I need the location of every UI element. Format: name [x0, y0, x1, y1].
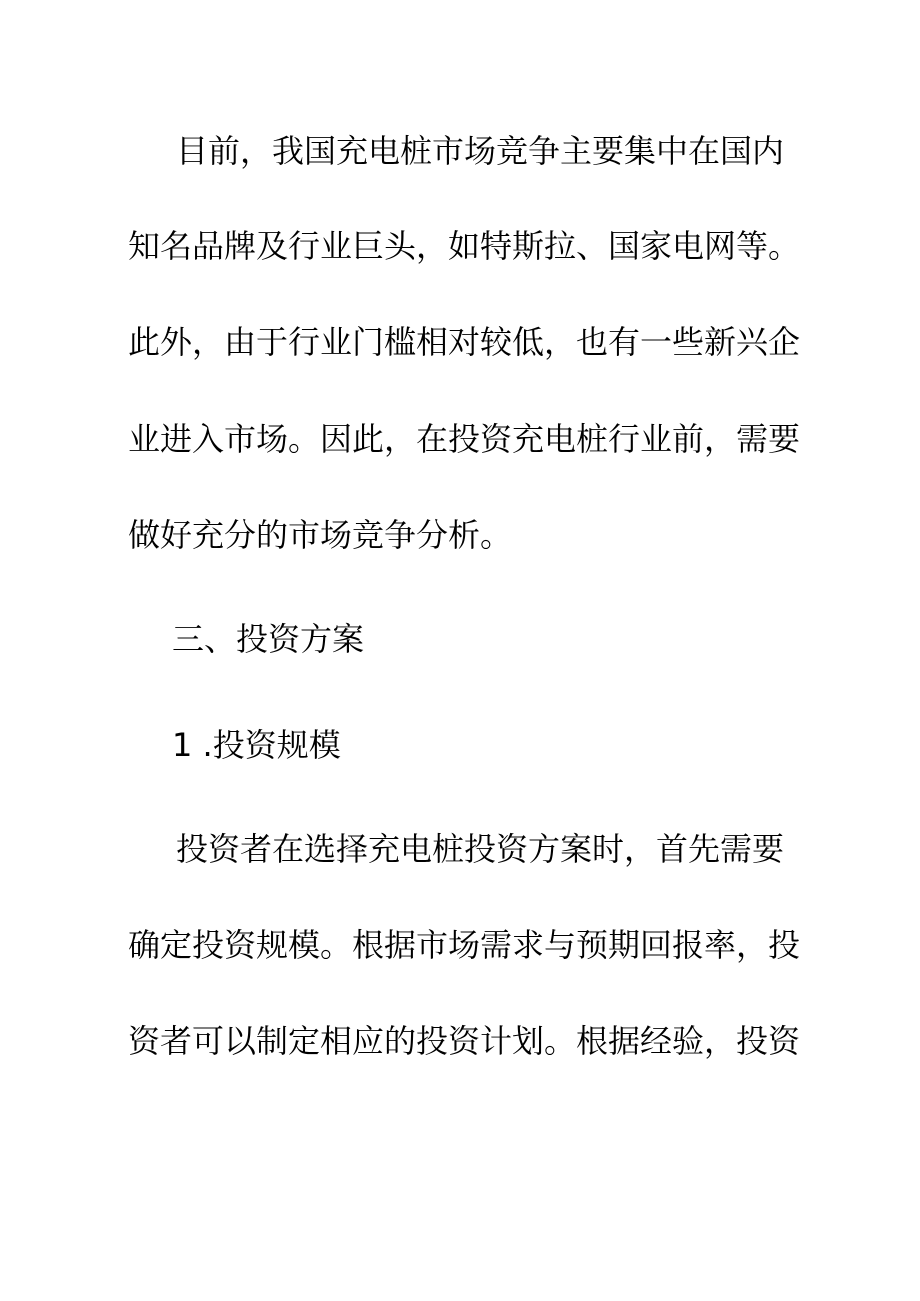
section-heading: 三、投资方案	[172, 620, 365, 658]
paragraph-1-line-4: 业进入市场。因此，在投资充电桩行业前，需要	[128, 420, 801, 458]
paragraph-1-line-1: 目前，我国充电桩市场竞争主要集中在国内	[176, 132, 785, 170]
paragraph-1-line-5: 做好充分的市场竞争分析。	[128, 516, 513, 554]
paragraph-2-line-3: 资者可以制定相应的投资计划。根据经验，投资	[128, 1022, 801, 1060]
paragraph-2-line-2: 确定投资规模。根据市场需求与预期回报率，投	[128, 926, 801, 964]
paragraph-2-line-1: 投资者在选择充电桩投资方案时，首先需要	[176, 830, 785, 868]
subsection-heading: 1 .投资规模	[172, 726, 341, 764]
paragraph-1-line-2: 知名品牌及行业巨头，如特斯拉、国家电网等。	[128, 227, 801, 265]
paragraph-1-line-3: 此外，由于行业门槛相对较低，也有一些新兴企	[128, 323, 801, 361]
